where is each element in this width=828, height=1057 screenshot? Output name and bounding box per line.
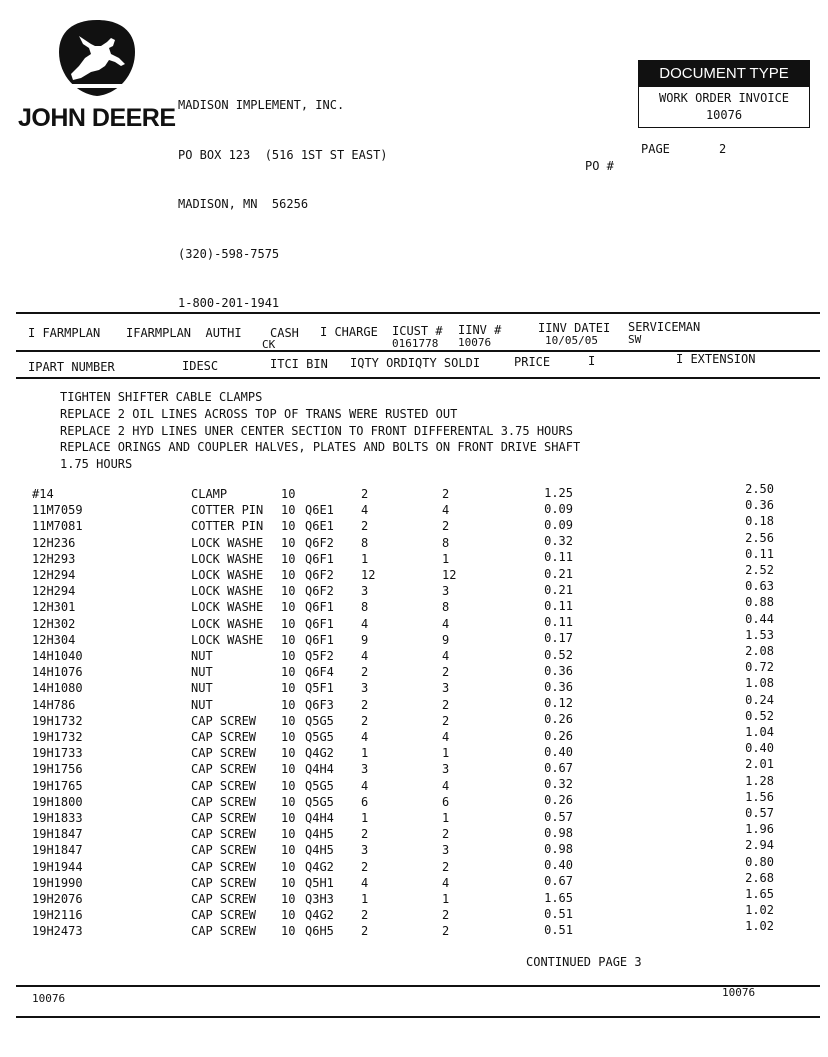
item-bin: Q6E1 [305, 503, 334, 518]
item-bin: Q4H4 [305, 811, 334, 825]
item-tc: 10 [281, 649, 296, 663]
item-qty-sold: 3 [442, 762, 450, 777]
item-tc: 10 [281, 762, 296, 777]
item-bin: Q4G2 [305, 859, 334, 874]
hdr-cust: ICUST # [392, 324, 443, 338]
item-bin: Q6F1 [305, 600, 334, 615]
item-part-number: 19H1847 [32, 827, 83, 842]
item-desc: CAP SCREW [191, 778, 257, 793]
note-line: TIGHTEN SHIFTER CABLE CLAMPS [60, 390, 263, 404]
item-qty-sold: 2 [442, 519, 450, 534]
item-part-number: 19H1733 [32, 746, 83, 761]
item-bin: Q4G2 [305, 746, 334, 761]
item-tc: 10 [281, 616, 296, 631]
col-tc-bin: ITCI BIN [270, 357, 328, 371]
item-part-number: 12H294 [32, 584, 76, 599]
item-part-number: 14H1076 [32, 665, 83, 680]
item-tc: 10 [281, 908, 296, 923]
item-bin: Q5F1 [305, 681, 334, 696]
item-extension: 0.36 [745, 498, 774, 513]
item-qty-ord: 4 [361, 503, 369, 518]
item-price: 0.40 [544, 744, 573, 759]
item-price: 0.36 [544, 679, 573, 694]
item-extension: 1.65 [745, 887, 774, 901]
item-part-number: 19H1765 [32, 778, 83, 793]
item-price: 0.36 [544, 663, 573, 678]
item-desc: CAP SCREW [191, 859, 257, 874]
item-qty-ord: 2 [361, 827, 369, 842]
item-tc: 10 [281, 875, 296, 890]
item-qty-sold: 12 [442, 568, 457, 582]
item-qty-sold: 3 [442, 681, 450, 696]
item-tc: 10 [281, 535, 296, 550]
item-price: 0.67 [544, 874, 573, 889]
item-qty-ord: 2 [361, 487, 369, 501]
item-price: 0.21 [544, 582, 573, 597]
item-desc: LOCK WASHE [191, 600, 264, 615]
item-qty-ord: 2 [361, 697, 369, 712]
item-bin: Q6F2 [305, 535, 334, 550]
document-type-name: WORK ORDER INVOICE [658, 91, 790, 105]
col-extension: I EXTENSION [676, 352, 756, 366]
item-extension: 0.88 [745, 595, 774, 610]
item-desc: LOCK WASHE [191, 535, 264, 550]
item-extension: 0.57 [745, 806, 774, 820]
item-bin: Q4H5 [305, 843, 334, 858]
item-part-number: 19H1990 [32, 875, 83, 890]
item-part-number: 12H294 [32, 568, 76, 582]
item-desc: LOCK WASHE [191, 568, 264, 582]
document-type-label: DOCUMENT TYPE [639, 61, 809, 87]
item-extension: 0.11 [745, 546, 774, 561]
item-part-number: 14H1040 [32, 649, 83, 663]
item-tc: 10 [281, 730, 296, 744]
item-qty-sold: 4 [442, 503, 450, 518]
header-top-rule [16, 312, 820, 314]
item-qty-ord: 2 [361, 665, 369, 680]
item-qty-ord: 1 [361, 746, 369, 761]
item-price: 1.25 [544, 485, 573, 500]
note-line: REPLACE ORINGS AND COUPLER HALVES, PLATES AND BOLTS ON FRONT DRIVE SHAFT [60, 440, 581, 455]
item-bin: Q4H5 [305, 827, 334, 842]
hdr-serviceman-value: SW [628, 333, 642, 346]
item-bin: Q4H4 [305, 762, 334, 777]
page-number: 2 [719, 142, 727, 156]
item-price: 0.09 [544, 501, 573, 516]
item-part-number: 19H1944 [32, 859, 83, 874]
item-desc: NUT [191, 697, 213, 712]
item-qty-ord: 2 [361, 908, 369, 923]
item-price: 1.65 [544, 890, 573, 905]
item-qty-sold: 1 [442, 892, 450, 906]
item-price: 0.32 [544, 534, 573, 549]
item-tc: 10 [281, 600, 296, 615]
item-bin: Q5G5 [305, 778, 334, 793]
item-qty-ord: 2 [361, 519, 369, 534]
hdr-serviceman: SERVICEMAN [628, 320, 701, 334]
document-type-box [638, 60, 810, 128]
item-bin: Q6F1 [305, 632, 334, 647]
item-qty-ord: 12 [361, 568, 376, 582]
item-qty-ord: 2 [361, 924, 369, 939]
item-part-number: 12H302 [32, 616, 76, 631]
vendor-address [178, 64, 388, 328]
item-price: 0.26 [544, 728, 573, 743]
item-tc: 10 [281, 746, 296, 761]
footer-number-right: 10076 [722, 986, 756, 999]
item-tc: 10 [281, 827, 296, 842]
item-desc: LOCK WASHE [191, 632, 264, 647]
po-label: PO # [585, 159, 614, 173]
item-bin: Q5F2 [305, 649, 334, 663]
item-price: 0.67 [544, 760, 573, 775]
item-extension: 0.18 [745, 514, 774, 529]
item-extension: 1.02 [745, 919, 774, 934]
item-qty-ord: 4 [361, 778, 369, 793]
item-extension: 1.04 [745, 725, 774, 739]
item-part-number: 19H1732 [32, 713, 83, 728]
item-extension: 0.40 [745, 741, 774, 756]
item-bin: Q6F2 [305, 584, 334, 599]
hdr-charge: I CHARGE [320, 325, 378, 339]
item-desc: LOCK WASHE [191, 551, 264, 566]
item-extension: 1.28 [745, 773, 774, 788]
item-extension: 0.44 [745, 611, 774, 626]
item-desc: NUT [191, 665, 213, 680]
item-price: 0.51 [544, 922, 573, 937]
item-qty-ord: 8 [361, 535, 369, 550]
item-tc: 10 [281, 551, 296, 566]
hdr-inv-value: 10076 [458, 336, 492, 349]
item-tc: 10 [281, 794, 296, 809]
item-qty-sold: 4 [442, 730, 450, 744]
item-extension: 0.72 [745, 660, 774, 675]
item-part-number: #14 [32, 487, 54, 501]
item-price: 0.57 [544, 809, 573, 824]
item-extension: 2.94 [745, 838, 774, 853]
item-part-number: 19H1833 [32, 811, 83, 825]
item-qty-sold: 4 [442, 649, 450, 663]
item-extension: 2.01 [745, 757, 774, 772]
item-bin: Q6F2 [305, 568, 334, 582]
col-price: PRICE [514, 355, 551, 369]
vendor-phone: (320)-598-7575 [178, 246, 280, 261]
hdr-farmplan: I FARMPLAN [28, 326, 101, 340]
item-extension: 2.68 [745, 870, 774, 885]
item-qty-ord: 6 [361, 794, 369, 809]
item-qty-sold: 1 [442, 551, 450, 566]
item-part-number: 19H2076 [32, 892, 83, 906]
item-qty-sold: 2 [442, 908, 450, 923]
item-qty-sold: 9 [442, 632, 450, 647]
item-extension: 2.08 [745, 644, 774, 658]
item-qty-sold: 4 [442, 778, 450, 793]
item-extension: 0.52 [745, 708, 774, 723]
item-bin: Q6H5 [305, 924, 334, 939]
hdr-cust-value: 0161778 [392, 337, 439, 350]
item-qty-ord: 4 [361, 730, 369, 744]
item-price: 0.26 [544, 793, 573, 808]
item-qty-sold: 3 [442, 584, 450, 599]
item-part-number: 11M7059 [32, 503, 83, 518]
item-qty-sold: 2 [442, 924, 450, 939]
item-price: 0.32 [544, 777, 573, 792]
vendor-toll-free: 1-800-201-1941 [178, 296, 280, 310]
item-extension: 2.52 [745, 563, 774, 577]
item-desc: COTTER PIN [191, 503, 264, 518]
hdr-cash: CASH [270, 326, 299, 340]
item-bin: Q5G5 [305, 794, 334, 809]
item-price: 0.51 [544, 906, 573, 921]
item-part-number: 14H1080 [32, 681, 83, 696]
john-deere-logo-icon [55, 18, 139, 98]
item-qty-sold: 1 [442, 746, 450, 761]
hdr-inv: IINV # [458, 323, 502, 337]
item-price: 0.17 [544, 631, 573, 646]
col-desc: IDESC [182, 359, 219, 373]
document-number: 10076 [705, 108, 743, 122]
item-extension: 2.56 [745, 530, 774, 545]
item-extension: 0.24 [745, 692, 774, 707]
item-qty-sold: 2 [442, 697, 450, 712]
item-tc: 10 [281, 697, 296, 712]
note-line: 1.75 HOURS [60, 457, 133, 472]
item-desc: CAP SCREW [191, 924, 257, 939]
item-qty-ord: 2 [361, 859, 369, 874]
vendor-name: MADISON IMPLEMENT, INC. [178, 98, 345, 112]
footer-top-rule [16, 985, 820, 987]
item-bin: Q5H1 [305, 875, 334, 890]
item-qty-ord: 4 [361, 616, 369, 631]
item-qty-sold: 2 [442, 827, 450, 842]
footer-bottom-rule [16, 1016, 820, 1018]
item-desc: COTTER PIN [191, 519, 264, 534]
item-desc: CAP SCREW [191, 713, 257, 728]
item-qty-ord: 2 [361, 713, 369, 728]
item-part-number: 11M7081 [32, 519, 83, 534]
item-part-number: 19H1847 [32, 843, 83, 858]
item-qty-ord: 3 [361, 843, 369, 858]
item-extension: 1.96 [745, 822, 774, 837]
item-qty-ord: 8 [361, 600, 369, 615]
note-line: REPLACE 2 HYD LINES UNER CENTER SECTION TO FRONT DIFFERENTAL 3.75 HOURS [60, 423, 573, 438]
item-desc: CAP SCREW [191, 762, 257, 777]
item-bin: Q6E1 [305, 519, 334, 534]
item-qty-sold: 2 [442, 713, 450, 728]
page-label: PAGE [641, 142, 670, 156]
item-qty-sold: 6 [442, 794, 450, 809]
item-part-number: 14H786 [32, 697, 76, 712]
item-qty-sold: 4 [442, 616, 450, 631]
item-part-number: 19H1800 [32, 794, 83, 809]
item-price: 0.40 [544, 858, 573, 873]
item-bin: Q6F3 [305, 697, 334, 712]
continued-label: CONTINUED PAGE 3 [526, 955, 642, 969]
item-desc: CAP SCREW [191, 827, 257, 842]
brand-name: JOHN DEERE [18, 104, 176, 132]
item-tc: 10 [281, 892, 296, 906]
item-part-number: 19H2473 [32, 924, 83, 939]
footer-number-left: 10076 [32, 992, 66, 1005]
item-desc: CAP SCREW [191, 794, 257, 809]
item-price: 0.11 [544, 598, 573, 613]
item-price: 0.52 [544, 647, 573, 662]
item-price: 0.98 [544, 841, 573, 856]
item-tc: 10 [281, 584, 296, 599]
hdr-inv-date-value: 10/05/05 [545, 334, 598, 347]
item-price: 0.26 [544, 712, 573, 727]
item-qty-sold: 2 [442, 665, 450, 680]
item-qty-sold: 8 [442, 600, 450, 615]
item-part-number: 19H1756 [32, 762, 83, 777]
header-bottom-rule [16, 377, 820, 379]
item-qty-sold: 3 [442, 843, 450, 858]
item-qty-ord: 4 [361, 649, 369, 663]
item-qty-ord: 3 [361, 584, 369, 599]
item-extension: 0.80 [745, 854, 774, 869]
vendor-po-box: PO BOX 123 (516 1ST ST EAST) [178, 147, 388, 162]
item-tc: 10 [281, 487, 296, 501]
item-tc: 10 [281, 843, 296, 858]
item-desc: NUT [191, 681, 213, 696]
col-qty: IQTY ORDIQTY SOLDI [350, 356, 481, 370]
item-qty-sold: 8 [442, 535, 450, 550]
item-desc: CAP SCREW [191, 843, 257, 858]
item-qty-ord: 1 [361, 811, 369, 825]
item-tc: 10 [281, 924, 296, 939]
item-desc: CAP SCREW [191, 875, 257, 890]
item-part-number: 19H2116 [32, 908, 83, 923]
item-bin: Q6F1 [305, 616, 334, 631]
item-qty-ord: 9 [361, 632, 369, 647]
item-tc: 10 [281, 811, 296, 825]
hdr-inv-date: IINV DATEI [538, 321, 611, 335]
item-desc: CAP SCREW [191, 908, 257, 923]
item-tc: 10 [281, 568, 296, 582]
item-tc: 10 [281, 665, 296, 680]
item-bin: Q3H3 [305, 892, 334, 906]
item-qty-ord: 3 [361, 681, 369, 696]
item-desc: LOCK WASHE [191, 616, 264, 631]
item-tc: 10 [281, 778, 296, 793]
item-desc: CAP SCREW [191, 811, 257, 825]
item-bin: Q5G5 [305, 713, 334, 728]
item-desc: NUT [191, 649, 213, 663]
item-bin: Q5G5 [305, 730, 334, 744]
note-line: REPLACE 2 OIL LINES ACROSS TOP OF TRANS WERE RUSTED OUT [60, 406, 458, 421]
hdr-farmplan-auth: IFARMPLAN AUTHI [126, 326, 242, 340]
item-price: 0.98 [544, 825, 573, 840]
item-desc: CAP SCREW [191, 730, 257, 744]
item-tc: 10 [281, 519, 296, 534]
col-sep: I [588, 354, 596, 368]
vendor-city: MADISON, MN 56256 [178, 197, 309, 211]
item-qty-ord: 3 [361, 762, 369, 777]
item-tc: 10 [281, 713, 296, 728]
item-part-number: 12H301 [32, 600, 76, 615]
item-qty-ord: 4 [361, 875, 369, 890]
item-price: 0.11 [544, 615, 573, 630]
item-extension: 2.50 [745, 482, 774, 496]
item-desc: CLAMP [191, 487, 228, 501]
item-extension: 1.08 [745, 676, 774, 691]
item-desc: LOCK WASHE [191, 584, 264, 599]
item-extension: 0.63 [745, 579, 774, 594]
item-bin: Q6F1 [305, 551, 334, 566]
item-extension: 1.56 [745, 789, 774, 804]
item-desc: CAP SCREW [191, 892, 257, 906]
item-bin: Q6F4 [305, 665, 334, 680]
item-qty-ord: 1 [361, 892, 369, 906]
item-qty-ord: 1 [361, 551, 369, 566]
item-tc: 10 [281, 859, 296, 874]
item-qty-sold: 2 [442, 487, 450, 501]
item-qty-sold: 4 [442, 875, 450, 890]
item-part-number: 19H1732 [32, 730, 83, 744]
item-bin: Q4G2 [305, 908, 334, 923]
item-desc: CAP SCREW [191, 746, 257, 761]
item-part-number: 12H236 [32, 535, 76, 550]
item-price: 0.21 [544, 566, 573, 581]
item-tc: 10 [281, 503, 296, 518]
item-tc: 10 [281, 632, 296, 647]
item-extension: 1.02 [745, 903, 774, 918]
item-part-number: 12H293 [32, 551, 76, 566]
hdr-cash-value: CK [262, 338, 276, 351]
item-qty-sold: 1 [442, 811, 450, 825]
item-part-number: 12H304 [32, 632, 76, 647]
item-price: 0.11 [544, 550, 573, 565]
item-extension: 1.53 [745, 627, 774, 642]
item-price: 0.09 [544, 517, 573, 532]
item-price: 0.12 [544, 696, 573, 711]
col-part-number: IPART NUMBER [28, 360, 115, 374]
item-tc: 10 [281, 681, 296, 696]
item-qty-sold: 2 [442, 859, 450, 874]
